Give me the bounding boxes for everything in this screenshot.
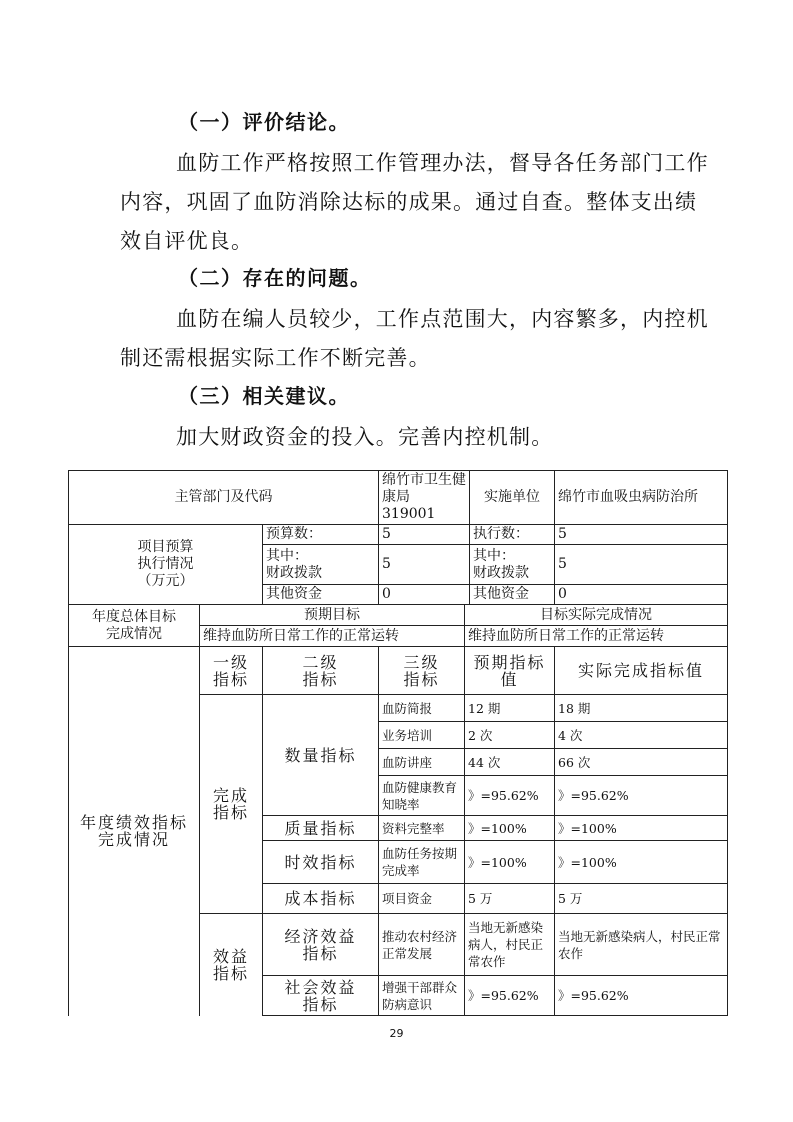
expected-value: 44 次: [465, 749, 555, 776]
other-exec: 0: [555, 585, 728, 605]
social-label-line: 指标: [302, 994, 339, 1014]
fiscal-label-line: 其中：: [266, 547, 308, 564]
timeliness-label: 时效指标: [263, 841, 379, 884]
indicator-name: 增强干部群众防病意识: [379, 976, 465, 1016]
quality-label: 质量指标: [263, 816, 379, 841]
quantity-label: 数量指标: [263, 695, 379, 816]
economic-label: [263, 914, 379, 976]
actual-value: 》=100%: [555, 816, 728, 841]
perf-label-line: 年度绩效指标: [79, 813, 188, 833]
page-number: 29: [389, 1027, 404, 1040]
fiscal-label: [263, 545, 379, 585]
expected-header: 预期指标值: [465, 647, 555, 695]
budget-label: [69, 525, 263, 605]
actual-value: 66 次: [555, 749, 728, 776]
indicator-name: 血防健康教育知晓率: [379, 776, 465, 816]
actual-value: 5 万: [555, 884, 728, 914]
lvl2-header: [263, 647, 379, 695]
budget-num: 5: [379, 525, 470, 545]
economic-label-line: 指标: [302, 943, 339, 963]
unit-value: 绵竹市血吸虫病防治所: [555, 471, 728, 525]
section-heading-conclusion: （一）评价结论。: [178, 110, 350, 134]
paragraph-line: 血防在编人员较少，工作点范围大，内容繁多，内控机: [176, 307, 709, 331]
section-heading-suggestions: （三）相关建议。: [178, 384, 350, 408]
exec-num-label: 执行数：: [470, 525, 555, 545]
other-label: 其他资金: [263, 585, 379, 605]
lvl1-header: [200, 647, 263, 695]
indicator-name: 项目资金: [379, 884, 465, 914]
fiscal-exec: 5: [555, 545, 728, 585]
lvl1-header-line: 一级: [212, 652, 249, 672]
paragraph-line: 加大财政资金的投入。完善内控机制。: [176, 425, 554, 449]
other-exec-label: 其他资金: [470, 585, 555, 605]
actual-header: 实际完成指标值: [555, 647, 728, 695]
lvl1-header-line: 指标: [212, 669, 249, 689]
fiscal-budget: 5: [379, 545, 470, 585]
budget-num-label: 预算数：: [263, 525, 379, 545]
social-label: [263, 976, 379, 1016]
indicator-name: 业务培训: [379, 722, 465, 749]
perf-label-line: 完成情况: [97, 830, 170, 850]
paragraph-line: 效自评优良。: [120, 229, 254, 253]
fiscal-exec-label-line: 财政拨款: [473, 564, 529, 581]
expected-value: 12 期: [465, 695, 555, 722]
actual-value: 当地无新感染病人，村民正常农作: [555, 914, 728, 976]
fiscal-exec-label-line: 其中：: [473, 547, 515, 564]
budget-label-line: 执行情况: [137, 556, 194, 572]
benefit-label: [200, 914, 263, 1016]
indicator-name: 推动农村经济正常发展: [379, 914, 465, 976]
paragraph-line: 内容，巩固了血防消除达标的成果。通过自查。整体支出绩: [120, 190, 698, 214]
lvl3-header-line: 指标: [403, 669, 440, 689]
indicator-name: 血防简报: [379, 695, 465, 722]
benefit-label-line: 指标: [212, 963, 249, 983]
goal-label: [69, 605, 200, 647]
indicator-name: 资料完整率: [379, 816, 465, 841]
actual-value: 》=95.62%: [555, 776, 728, 816]
goal-expected-header: 预期目标: [200, 605, 465, 626]
expected-value: 5 万: [465, 884, 555, 914]
goal-actual-header: 目标实际完成情况: [465, 605, 728, 626]
goal-label-line: 完成情况: [106, 625, 162, 642]
social-label-line: 社会效益: [284, 977, 357, 997]
expected-value: 》=95.62%: [465, 976, 555, 1016]
lvl2-header-line: 二级: [302, 652, 339, 672]
budget-label-line: （万元）: [137, 573, 194, 589]
other-budget: 0: [379, 585, 470, 605]
benefit-label-line: 效益: [212, 946, 249, 966]
performance-table: [68, 470, 728, 1016]
indicator-name: 血防任务按期完成率: [379, 841, 465, 884]
expected-value: 》=100%: [465, 841, 555, 884]
completion-label: [200, 695, 263, 914]
section-heading-problems: （二）存在的问题。: [178, 266, 372, 290]
expected-value: 》=95.62%: [465, 776, 555, 816]
dept-label: 主管部门及代码: [69, 471, 379, 525]
budget-label-line: 项目预算: [137, 539, 194, 555]
completion-label-line: 完成: [212, 786, 249, 805]
goal-label-line: 年度总体目标: [92, 608, 176, 625]
actual-value: 4 次: [555, 722, 728, 749]
dept-value: 绵竹市卫生健康局 319001: [379, 471, 470, 525]
fiscal-label-line: 财政拨款: [266, 564, 322, 581]
perf-label: [69, 647, 200, 1016]
goal-expected: 维持血防所日常工作的正常运转: [200, 626, 465, 647]
economic-label-line: 经济效益: [284, 926, 357, 946]
indicator-name: 血防讲座: [379, 749, 465, 776]
expected-value: 》=100%: [465, 816, 555, 841]
actual-value: 》=100%: [555, 841, 728, 884]
paragraph-line: 血防工作严格按照工作管理办法，督导各任务部门工作: [176, 151, 709, 175]
lvl3-header: [379, 647, 465, 695]
cost-label: 成本指标: [263, 884, 379, 914]
unit-label: 实施单位: [470, 471, 555, 525]
exec-num: 5: [555, 525, 728, 545]
lvl3-header-line: 三级: [403, 652, 440, 672]
paragraph-line: 制还需根据实际工作不断完善。: [120, 346, 431, 370]
expected-value: 2 次: [465, 722, 555, 749]
actual-value: 》=95.62%: [555, 976, 728, 1016]
expected-value: 当地无新感染病人，村民正常农作: [465, 914, 555, 976]
actual-value: 18 期: [555, 695, 728, 722]
goal-actual: 维持血防所日常工作的正常运转: [465, 626, 728, 647]
lvl2-header-line: 指标: [302, 669, 339, 689]
completion-label-line: 指标: [212, 803, 249, 822]
fiscal-exec-label: [470, 545, 555, 585]
